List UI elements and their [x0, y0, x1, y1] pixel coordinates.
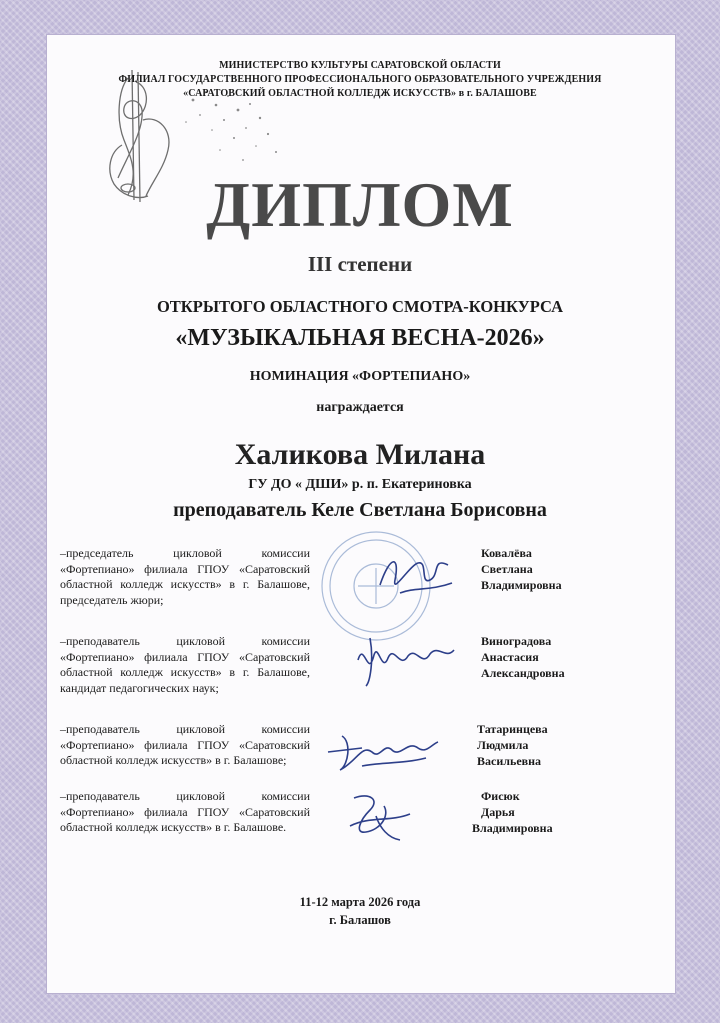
jury-role-2: –преподаватель цикловой комиссии «Фортепиано» филиала ГПОУ «Саратовский областной колледж искусств» в г. Балашове, кандидат педагогических наук;: [60, 634, 310, 695]
header-ministry: МИНИСТЕРСТВО КУЛЬТУРЫ САРАТОВСКОЙ ОБЛАСТИ: [219, 60, 501, 71]
jury-name-1-line1: Ковалёва: [481, 546, 532, 560]
awarded-label: награждается: [316, 400, 404, 415]
recipient-school: ГУ ДО « ДШИ» р. п. Екатериновка: [248, 477, 472, 492]
jury-name-1-line2: Светлана: [481, 562, 533, 576]
jury-name-3-line3: Васильевна: [477, 754, 542, 768]
header-branch: ФИЛИАЛ ГОСУДАРСТВЕННОГО ПРОФЕССИОНАЛЬНОГО ОБРАЗОВАТЕЛЬНОГО УЧРЕЖДЕНИЯ: [118, 74, 602, 85]
nomination: НОМИНАЦИЯ «ФОРТЕПИАНО»: [249, 369, 471, 384]
jury-name-4-line3: Владимировна: [472, 821, 553, 835]
jury-name-2-line1: Виноградова: [481, 634, 552, 648]
contest-name-line2: «МУЗЫКАЛЬНАЯ ВЕСНА-2026»: [175, 325, 545, 351]
jury-name-4-line1: Фисюк: [481, 789, 520, 803]
event-city: г. Балашов: [329, 913, 391, 927]
jury-name-3-line1: Татаринцева: [477, 722, 548, 736]
jury-role-4: –преподаватель цикловой комиссии «Фортепиано» филиала ГПОУ «Саратовский областной колледж искусств» в г. Балашове.: [60, 789, 310, 835]
diploma-degree: III степени: [307, 252, 413, 276]
jury-role-1: –председатель цикловой комиссии «Фортепиано» филиала ГПОУ «Саратовский областной колледж искусств» в г. Балашове, председатель жюри;: [60, 546, 310, 607]
recipient-name: Халикова Милана: [234, 438, 486, 471]
jury-name-4-line2: Дарья: [481, 805, 515, 819]
recipient-teacher: преподаватель Келе Светлана Борисовна: [173, 499, 547, 521]
jury-role-3: –преподаватель цикловой комиссии «Фортепиано» филиала ГПОУ «Саратовский областной колледж искусств» в г. Балашове;: [60, 722, 310, 768]
signature-2: [350, 630, 460, 690]
signature-3: [322, 722, 442, 782]
signature-1: [370, 545, 460, 605]
signature-4: [340, 786, 420, 846]
jury-name-3-line2: Людмила: [477, 738, 529, 752]
jury-name-2-line3: Александровна: [481, 666, 565, 680]
jury-name-2-line2: Анастасия: [481, 650, 539, 664]
event-date: 11-12 марта 2026 года: [299, 895, 421, 909]
header-college: «САРАТОВСКИЙ ОБЛАСТНОЙ КОЛЛЕДЖ ИСКУССТВ» в г. БАЛАШОВЕ: [183, 88, 537, 99]
diploma-title: ДИПЛОМ: [206, 169, 514, 240]
contest-name-line1: ОТКРЫТОГО ОБЛАСТНОГО СМОТРА-КОНКУРСА: [156, 297, 564, 316]
jury-name-1-line3: Владимировна: [481, 578, 562, 592]
